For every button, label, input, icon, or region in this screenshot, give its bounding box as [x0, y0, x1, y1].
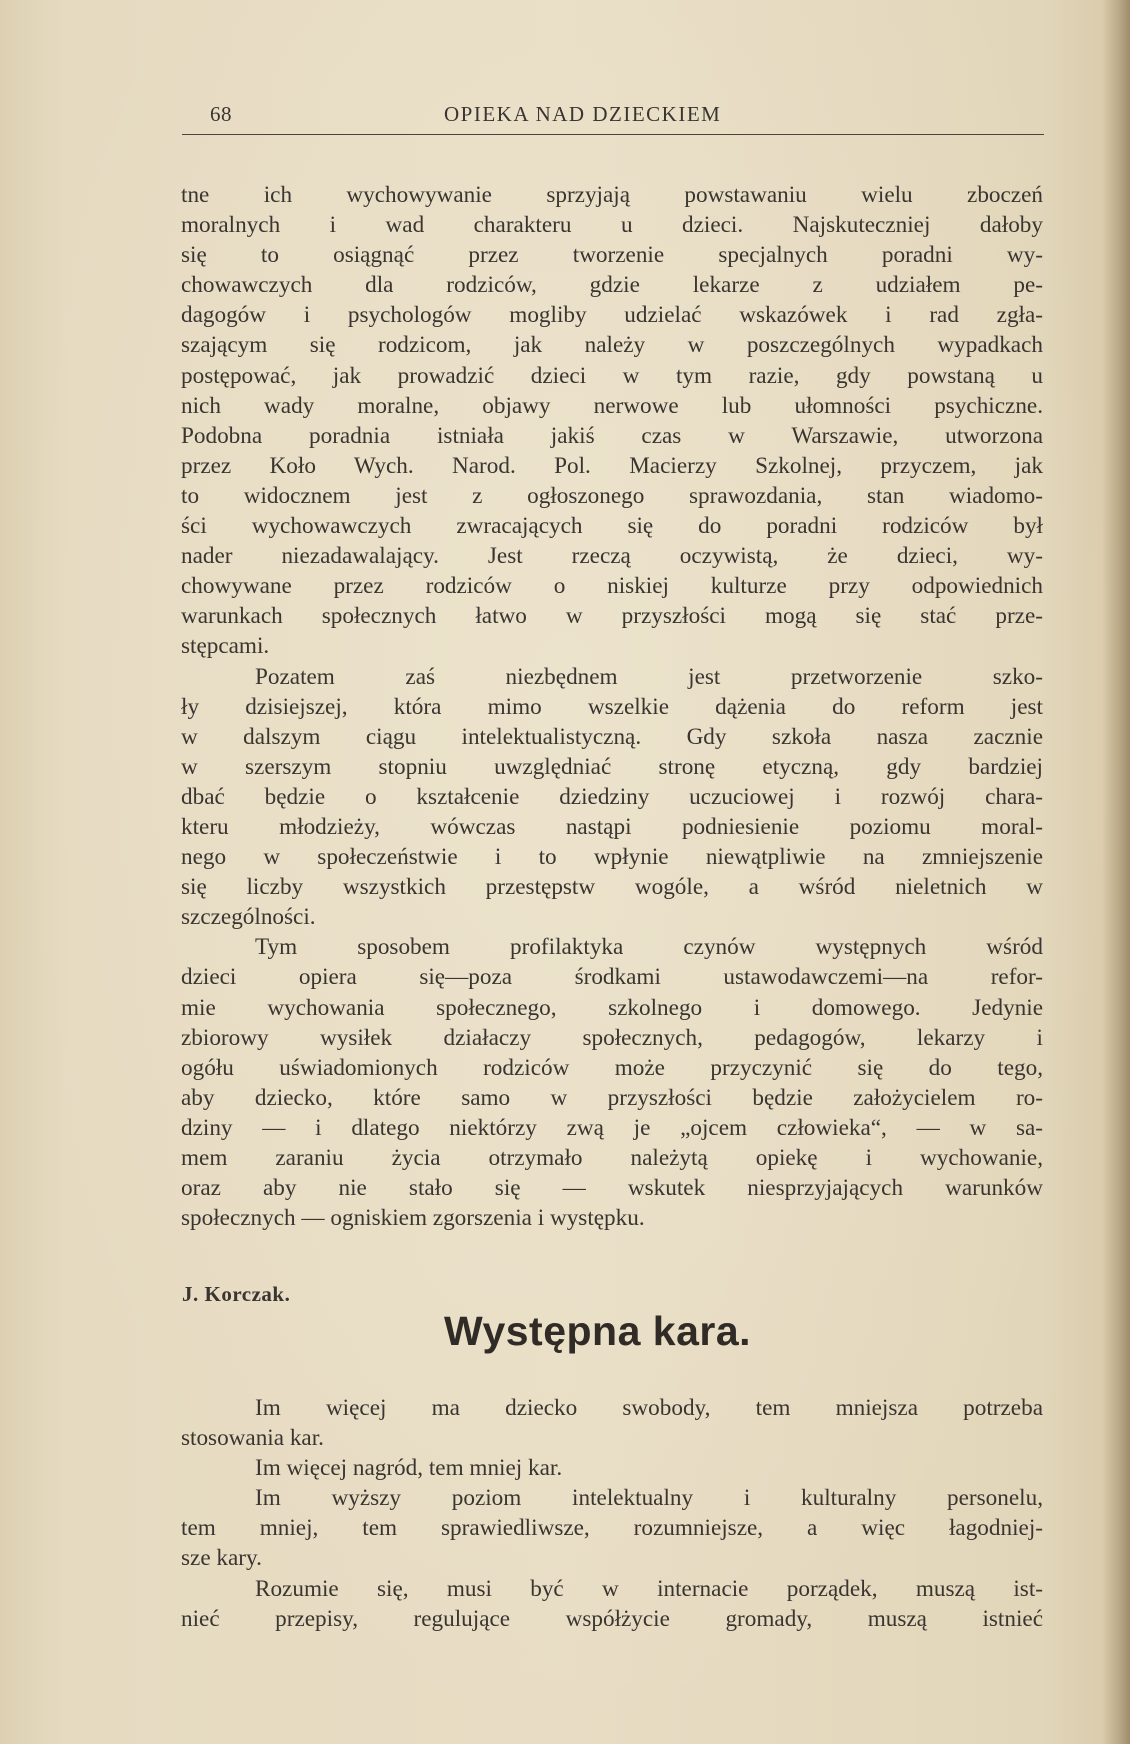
- text-line: mie wychowania społecznego, szkolnego i domowego. Jedynie: [181, 994, 1043, 1021]
- text-line: chowywane przez rodziców o niskiej kulturze przy odpowiednich: [181, 573, 1043, 600]
- text-line: Pozatem zaś niezbędnem jest przetworzenie szko-: [255, 663, 1043, 690]
- text-line: warunkach społecznych łatwo w przyszłości mogą się stać prze-: [181, 603, 1043, 630]
- text-line: mem zaraniu życia otrzymało należytą opiekę i wychowanie,: [181, 1145, 1043, 1171]
- text-line: nader niezadawalający. Jest rzeczą oczywistą, że dzieci, wy-: [181, 543, 1043, 570]
- running-title: OPIEKA NAD DZIECKIEM: [444, 102, 722, 126]
- text-line: ści wychowawczych zwracających się do poradni rodziców był: [181, 513, 1043, 540]
- text-line: dagogów i psychologów mogliby udzielać wskazówek i rad zgła-: [181, 302, 1043, 329]
- text-line: oraz aby nie stało się — wskutek niesprzyjających warunków: [181, 1175, 1043, 1202]
- text-line: Tym sposobem profilaktyka czynów występnych wśród: [255, 934, 1043, 961]
- text-line: nego w społeczeństwie i to wpłynie niewątpliwie na zmniejszenie: [181, 844, 1043, 871]
- text-line: to widocznem jest z ogłoszonego sprawozdania, stan wiadomo-: [181, 482, 1043, 509]
- text-line: ły dzisiejszej, która mimo wszelkie dążenia do reform jest: [181, 693, 1043, 720]
- article-title: Występna kara.: [444, 1308, 752, 1354]
- running-head: [182, 96, 1044, 138]
- text-line: się to osiągnąć przez tworzenie specjalnych poradni wy-: [181, 242, 1043, 269]
- text-line: chowawczych dla rodziców, gdzie lekarze z udziałem pe-: [181, 272, 1043, 299]
- text-line: Im więcej nagród, tem mniej kar.: [255, 1455, 563, 1482]
- text-line: społecznych — ogniskiem zgorszenia i występku.: [181, 1205, 645, 1232]
- header-rule: [182, 134, 1044, 135]
- text-line: postępować, jak prowadzić dzieci w tym razie, gdy powstaną u: [181, 362, 1043, 389]
- page-number: 68: [210, 102, 232, 126]
- text-line: w dalszym ciągu intelektualistyczną. Gdy szkoła nasza zacznie: [181, 723, 1043, 750]
- text-line: tem mniej, tem sprawiedliwsze, rozumniejsze, a więc łagodniej-: [181, 1515, 1043, 1542]
- text-line: w szerszym stopniu uwzględniać stronę etyczną, gdy bardziej: [181, 753, 1043, 780]
- binding-shadow: [1102, 0, 1130, 1744]
- text-line: dzieci opiera się—poza środkami ustawodawczemi—na refor-: [181, 964, 1043, 991]
- text-line: Im wyższy poziom intelektualny i kulturalny personelu,: [255, 1485, 1043, 1512]
- text-line: się liczby wszystkich przestępstw wogóle, a wśród nieletnich w: [181, 874, 1043, 901]
- text-line: Rozumie się, musi być w internacie porządek, muszą ist-: [255, 1575, 1043, 1602]
- text-line: stępcami.: [181, 633, 270, 660]
- text-line: dbać będzie o kształcenie dziedziny uczuciowej i rozwój chara-: [181, 783, 1043, 810]
- text-line: sze kary.: [181, 1545, 262, 1572]
- text-line: szczególności.: [181, 904, 316, 931]
- text-line: stosowania kar.: [181, 1425, 324, 1452]
- text-line: ogółu uświadomionych rodziców może przyczynić się do tego,: [181, 1054, 1043, 1081]
- text-line: nieć przepisy, regulujące współżycie gromady, muszą istnieć: [181, 1605, 1043, 1632]
- text-line: moralnych i wad charakteru u dzieci. Najskuteczniej dałoby: [181, 212, 1043, 239]
- text-line: Im więcej ma dziecko swobody, tem mniejsza potrzeba: [255, 1395, 1043, 1421]
- text-line: kteru młodzieży, wówczas nastąpi podniesienie poziomu moral-: [181, 813, 1043, 840]
- text-line: nich wady moralne, objawy nerwowe lub ułomności psychiczne.: [181, 392, 1043, 419]
- text-line: Podobna poradnia istniała jakiś czas w Warszawie, utworzona: [181, 422, 1043, 449]
- text-line: szającym się rodzicom, jak należy w poszczególnych wypadkach: [181, 332, 1043, 359]
- text-line: dziny — i dlatego niektórzy zwą je „ojcem człowieka“, — w sa-: [181, 1114, 1043, 1141]
- text-line: przez Koło Wych. Narod. Pol. Macierzy Szkolnej, przyczem, jak: [181, 452, 1043, 479]
- body-text-article: [181, 1393, 1043, 1634]
- text-line: tne ich wychowywanie sprzyjają powstawaniu wielu zboczeń: [181, 182, 1043, 208]
- article-author: J. Korczak.: [182, 1282, 291, 1306]
- text-line: zbiorowy wysiłek działaczy społecznych, pedagogów, lekarzy i: [181, 1024, 1043, 1051]
- text-line: aby dziecko, które samo w przyszłości będzie założycielem ro-: [181, 1084, 1043, 1111]
- body-text-continued: [181, 180, 1043, 1233]
